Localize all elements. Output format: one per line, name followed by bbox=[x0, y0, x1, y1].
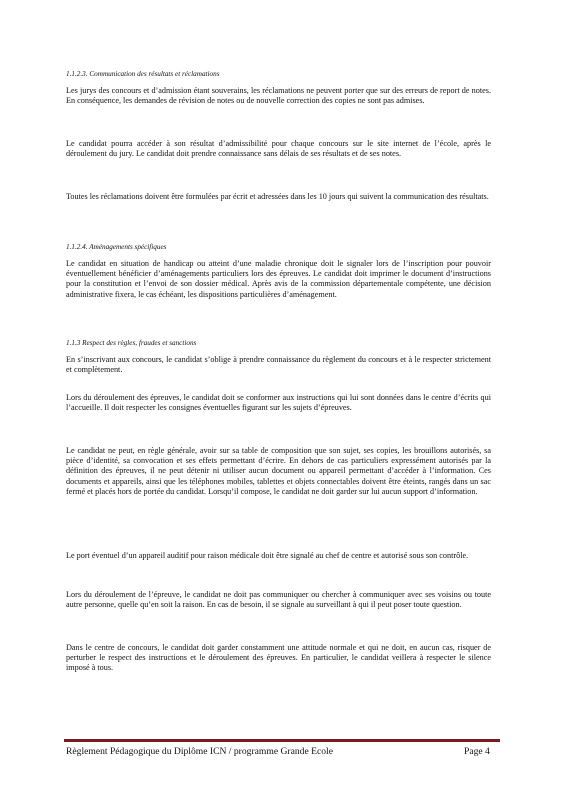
section-heading-communication: 1.1.2.3. Communication des résultats et réclamations bbox=[66, 70, 220, 78]
paragraph-resultats: Le candidat pourra accéder à son résultat d’admissibilité pour chaque concours sur le site internet de l’école, après le déroulement du jury. Le candidat doit prendre connaissance sans délais de ses résultats et de ses notes. bbox=[66, 139, 491, 159]
footer-title: Règlement Pédagogique du Diplôme ICN / programme Grande Ecole bbox=[66, 746, 333, 757]
paragraph-handicap: Le candidat en situation de handicap ou atteint d’une maladie chronique doit le signaler lors de l’inscription pour pouvoir éventuellement bénéficier d’aménagements particuliers lors des épreuves. Le candidat doit imprimer le document d’instructions pour la constitution et l’envoi de son dossier médical. Après avis de la commission départementale compétente, une décision administrative fixera, le cas échéant, les dispositions particulières d’aménagement. bbox=[66, 259, 491, 299]
paragraph-instructions: Lors du déroulement des épreuves, le candidat doit se conformer aux instructions qui lui sont données dans le centre d’écrits qui l’accueille. Il doit respecter les consignes éventuelles figurant sur les sujets d’épreuves. bbox=[66, 393, 491, 413]
paragraph-delais: Toutes les réclamations doivent être formulées par écrit et adressées dans les 10 jours qui suivent la communication des résultats. bbox=[66, 192, 489, 201]
section-heading-amenagements: 1.1.2.4. Aménagements spécifiques bbox=[66, 243, 167, 251]
paragraph-communication: Lors du déroulement de l’épreuve, le candidat ne doit pas communiquer ou chercher à communiquer avec ses voisins ou toute autre personne, quelle qu’en soit la raison. En cas de besoin, il se signale au surveillant à qui il peut poser toute question. bbox=[66, 590, 491, 610]
page-number: Page 4 bbox=[464, 746, 490, 757]
footer-divider bbox=[64, 739, 500, 742]
paragraph-attitude: Dans le centre de concours, le candidat doit garder constamment une attitude normale et qui ne doit, en aucun cas, risquer de perturber le respect des instructions et le déroulement des épreuves. En particulier, le candidat veillera à respecter le silence imposé à tous. bbox=[66, 643, 491, 673]
paragraph-inscription: En s’inscrivant aux concours, le candidat s’oblige à prendre connaissance du règlement du concours et à le respecter strictement et complètement. bbox=[66, 355, 491, 375]
paragraph-reclamations: Les jurys des concours et d’admission étant souverains, les réclamations ne peuvent porter que sur des erreurs de report de notes. En conséquence, les demandes de révision de notes ou de nouvelle correction des copies ne sont pas admises. bbox=[66, 86, 491, 106]
paragraph-appareil-auditif: Le port éventuel d’un appareil auditif pour raison médicale doit être signalé au chef de centre et autorisé sous son contrôle. bbox=[66, 551, 469, 560]
paragraph-table-composition: Le candidat ne peut, en règle générale, avoir sur sa table de composition que son sujet, ses copies, les brouillons autorisés, sa pièce d’identité, sa convocation et ses effets permettant d’écrire. En dehors de cas particuliers expressément autorisés par la définition des épreuves, il ne peut détenir ni utiliser aucun document ou appareil permettant d’accéder à l’information. Ces documents et appareils, ainsi que les téléphones mobiles, tablettes et objets connectables doivent être éteints, rangés dans un sac fermé et placés hors de portée du candidat. Lorsqu’il compose, le candidat ne doit garder sur lui aucun support d’information. bbox=[66, 446, 491, 496]
section-heading-respect: 1.1.3 Respect des règles, fraudes et sanctions bbox=[66, 339, 197, 347]
